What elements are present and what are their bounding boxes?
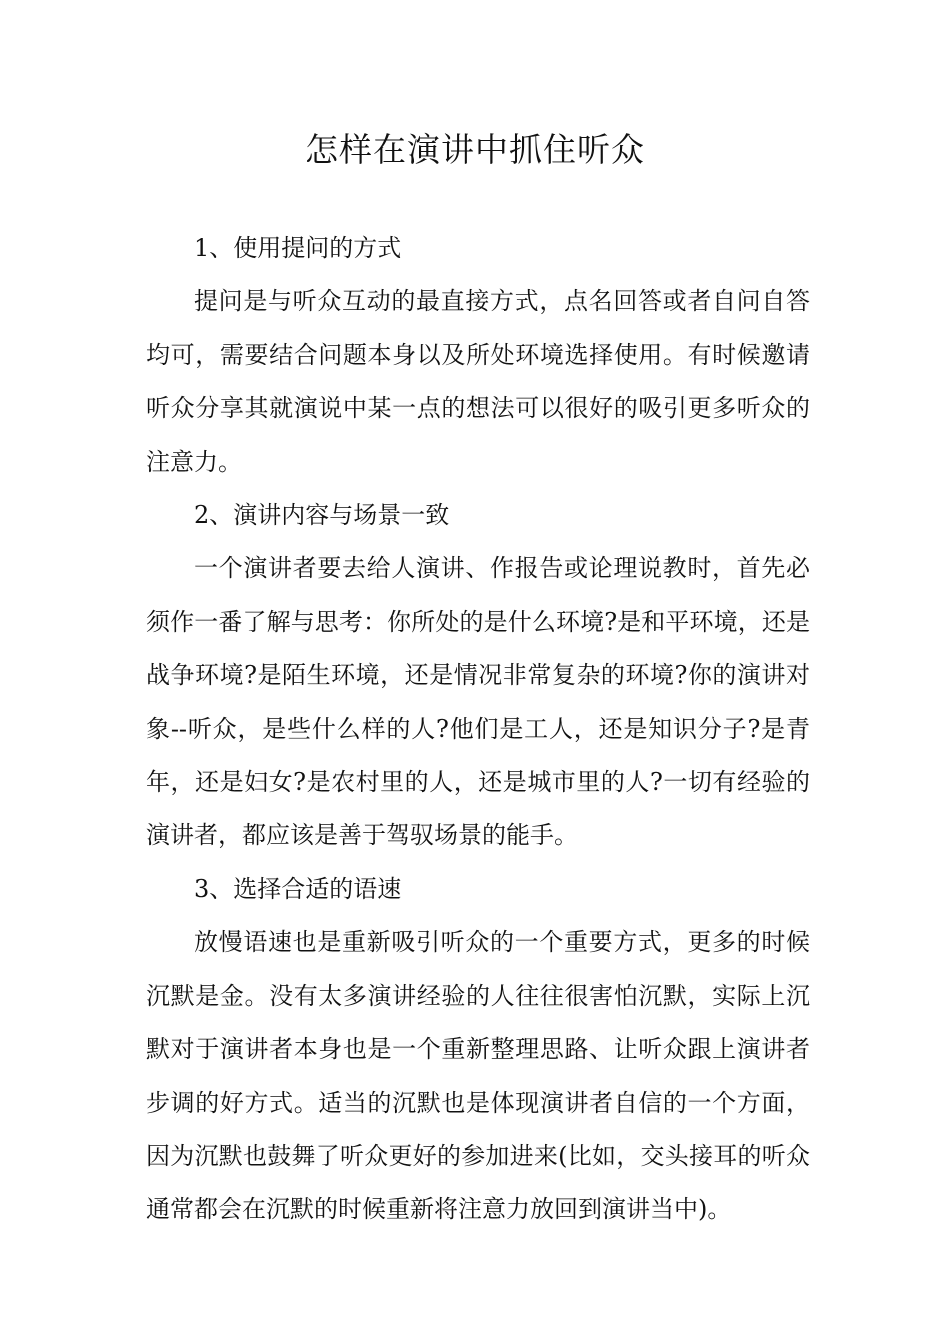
section-paragraph: 放慢语速也是重新吸引听众的一个重要方式，更多的时候沉默是金。没有太多演讲经验的人往往很害怕沉默，实际上沉默对于演讲者本身也是一个重新整理思路、让听众跟上演讲者步调的好方式。适当的沉默也是体现演讲者自信的一个方面，因为沉默也鼓舞了听众更好的参加进来(比如，交头接耳的听众通常都会在沉默的时候重新将注意力放回到演讲当中)。: [146, 928, 810, 1224]
section-heading: 3、选择合适的语速: [194, 874, 402, 903]
section-paragraph: 一个演讲者要去给人演讲、作报告或论理说教时，首先必须作一番了解与思考：你所处的是什么环境?是和平环境，还是战争环境?是陌生环境，还是情况非常复杂的环境?你的演讲对象--听众，是些什么样的人?他们是工人，还是知识分子?是青年，还是妇女?是农村里的人，还是城市里的人?一切有经验的演讲者，都应该是善于驾驭场景的能手。: [146, 554, 810, 850]
section-paragraph: 提问是与听众互动的最直接方式，点名回答或者自问自答均可，需要结合问题本身以及所处环境选择使用。有时候邀请听众分享其就演说中某一点的想法可以很好的吸引更多听众的注意力。: [146, 287, 810, 476]
document-body: [146, 222, 810, 1237]
section-heading: 2、演讲内容与场景一致: [194, 501, 450, 530]
document-title: 怎样在演讲中抓住听众: [305, 130, 645, 169]
section-heading: 1、使用提问的方式: [194, 234, 402, 262]
